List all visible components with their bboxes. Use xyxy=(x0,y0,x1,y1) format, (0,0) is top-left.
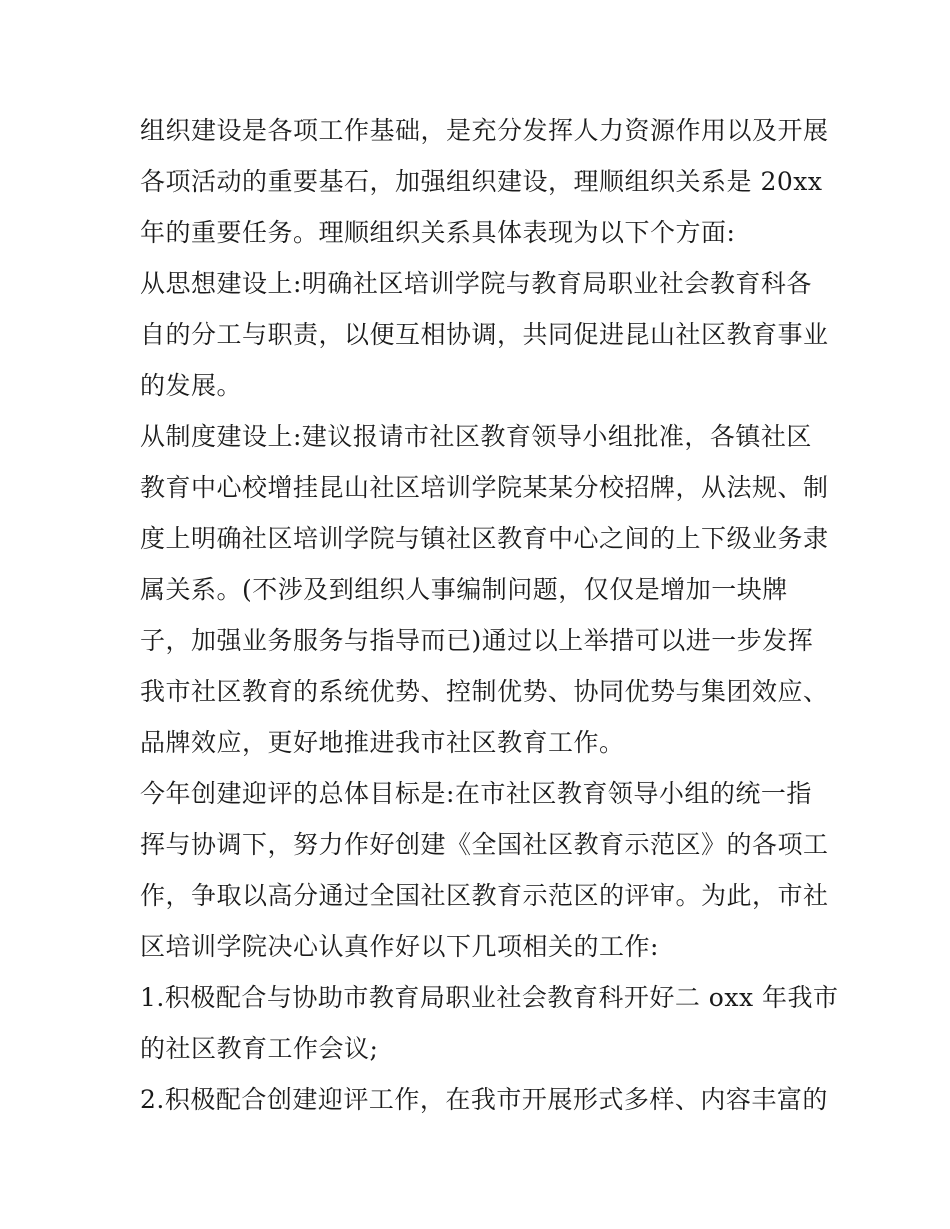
text-line: 属关系。(不涉及到组织人事编制问题，仅仅是增加一块牌 xyxy=(140,575,788,604)
text-line: 品牌效应，更好地推进我市社区教育工作。 xyxy=(140,728,625,757)
text-line: 度上明确社区培训学院与镇社区教育中心之间的上下级业务隶 xyxy=(140,524,829,553)
text-line: 的发展。 xyxy=(140,371,243,400)
document-body xyxy=(140,105,839,1125)
text-line: 挥与协调下，努力作好创建《全国社区教育示范区》的各项工 xyxy=(140,830,829,859)
text-line: 子，加强业务服务与指导而已)通过以上举措可以进一步发挥 xyxy=(140,626,814,655)
text-line: 年的重要任务。理顺组织关系具体表现为以下个方面: xyxy=(140,218,736,247)
text-line: 从思想建设上:明确社区培训学院与教育局职业社会教育科各 xyxy=(140,269,812,298)
text-line: 1.积极配合与协助市教育局职业社会教育科开好二 oxx 年我市 xyxy=(140,983,839,1012)
text-line: 组织建设是各项工作基础，是充分发挥人力资源作用以及开展 xyxy=(140,116,829,145)
text-line: 教育中心校增挂昆山社区培训学院某某分校招牌，从法规、制 xyxy=(140,473,829,502)
text-line: 作，争取以高分通过全国社区教育示范区的评审。为此，市社 xyxy=(140,881,829,910)
text-line: 今年创建迎评的总体目标是:在市社区教育领导小组的统一指 xyxy=(140,779,812,808)
text-line: 各项活动的重要基石，加强组织建设，理顺组织关系是 20xx xyxy=(140,167,823,196)
text-line: 区培训学院决心认真作好以下几项相关的工作: xyxy=(140,932,659,961)
text-line: 2.积极配合创建迎评工作，在我市开展形式多样、内容丰富的 xyxy=(140,1085,828,1114)
text-line: 从制度建设上:建议报请市社区教育领导小组批准，各镇社区 xyxy=(140,422,812,451)
text-line: 自的分工与职责，以便互相协调，共同促进昆山社区教育事业 xyxy=(140,320,829,349)
text-line: 我市社区教育的系统优势、控制优势、协同优势与集团效应、 xyxy=(140,677,829,706)
text-line: 的社区教育工作会议; xyxy=(140,1034,379,1063)
